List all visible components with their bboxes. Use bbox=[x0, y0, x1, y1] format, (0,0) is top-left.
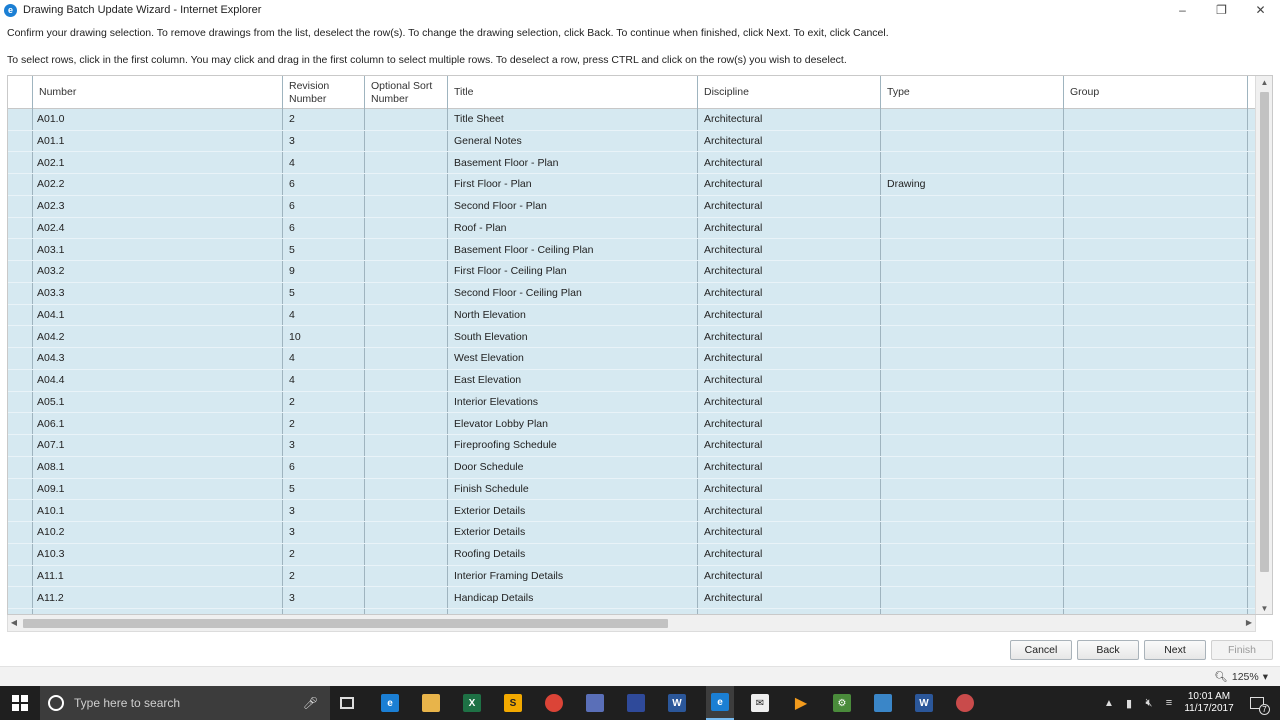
row-selector[interactable] bbox=[8, 305, 32, 327]
cell-sort bbox=[367, 153, 447, 175]
clock[interactable] bbox=[1180, 686, 1238, 720]
cell-type bbox=[883, 392, 1063, 414]
app-paint-icon[interactable] bbox=[953, 686, 977, 720]
cell-number: A04.3 bbox=[37, 352, 65, 365]
cell-number: A08.1 bbox=[37, 461, 65, 473]
horizontal-scroll-thumb[interactable] bbox=[23, 619, 668, 628]
start-button[interactable] bbox=[0, 686, 40, 720]
table-row[interactable] bbox=[8, 479, 1257, 501]
cell-sort bbox=[367, 196, 447, 218]
cell-group bbox=[1066, 327, 1247, 349]
table-row[interactable] bbox=[8, 544, 1257, 566]
cell-type bbox=[883, 479, 1063, 501]
cell-group bbox=[1066, 501, 1247, 523]
cell-revision: 5 bbox=[289, 287, 295, 299]
restore-icon[interactable]: ❐ bbox=[1216, 3, 1227, 17]
cell-title: Elevator Lobby Plan bbox=[454, 417, 548, 430]
app-s-icon[interactable]: S bbox=[501, 686, 525, 720]
chrome-icon[interactable] bbox=[542, 686, 566, 720]
cell-sort bbox=[367, 261, 447, 283]
cell-group bbox=[1066, 588, 1247, 610]
cell-type bbox=[883, 305, 1063, 327]
cell-group bbox=[1066, 566, 1247, 588]
cell-revision: 2 bbox=[289, 548, 295, 560]
cell-number: A09.1 bbox=[37, 482, 65, 495]
cell-discipline: Architectural bbox=[704, 265, 763, 278]
cancel-button[interactable]: Cancel bbox=[1010, 640, 1072, 660]
cell-revision: 2 bbox=[289, 113, 295, 125]
cell-number: A02.4 bbox=[37, 221, 65, 234]
cell-group bbox=[1066, 414, 1247, 436]
cell-sort bbox=[367, 348, 447, 370]
table-row[interactable] bbox=[8, 348, 1257, 370]
header-optional-sort-number[interactable]: Optional Sort Number bbox=[365, 76, 448, 109]
row-selector[interactable] bbox=[8, 566, 32, 588]
row-selector[interactable] bbox=[8, 218, 32, 240]
row-selector[interactable] bbox=[8, 327, 32, 349]
cell-sort bbox=[367, 305, 447, 327]
cell-revision: 2 bbox=[289, 569, 295, 582]
cell-type bbox=[883, 588, 1063, 610]
cell-title: Second Floor - Plan bbox=[454, 200, 547, 212]
cell-sort bbox=[367, 392, 447, 414]
cell-discipline: Architectural bbox=[704, 395, 763, 408]
cell-revision: 6 bbox=[289, 178, 295, 191]
table-row[interactable] bbox=[8, 414, 1257, 436]
file-explorer-icon[interactable] bbox=[419, 686, 443, 720]
table-row[interactable] bbox=[8, 566, 1257, 588]
cell-title: Exterior Details bbox=[454, 504, 526, 517]
cell-type bbox=[883, 348, 1063, 370]
cell-sort bbox=[367, 457, 447, 479]
cell-group bbox=[1066, 522, 1247, 544]
cell-revision: 6 bbox=[289, 461, 295, 473]
table-row[interactable] bbox=[8, 218, 1257, 240]
cell-number: A06.1 bbox=[37, 417, 65, 430]
cell-type bbox=[883, 370, 1063, 392]
cell-revision: 3 bbox=[289, 591, 295, 604]
row-selector[interactable] bbox=[8, 109, 32, 131]
clock-time: 10:01 AM bbox=[1187, 691, 1231, 702]
cell-type bbox=[883, 283, 1063, 305]
row-selector[interactable] bbox=[8, 544, 32, 566]
cell-title: Basement Floor - Ceiling Plan bbox=[454, 243, 594, 256]
table-row[interactable] bbox=[8, 305, 1257, 327]
cell-title: General Notes bbox=[454, 134, 522, 147]
cell-sort bbox=[367, 522, 447, 544]
horizontal-scrollbar[interactable] bbox=[7, 615, 1256, 632]
cell-group bbox=[1066, 305, 1247, 327]
clock-date: 11/17/2017 bbox=[1184, 703, 1234, 714]
cell-revision: 4 bbox=[289, 156, 295, 169]
row-selector[interactable] bbox=[8, 261, 32, 283]
cell-group bbox=[1066, 261, 1247, 283]
cell-number: A03.3 bbox=[37, 287, 65, 299]
instructions-line-2: To select rows, click in the first column. You may click and drag in the first column to select multiple rows. To deselect a row, press CTRL and click on the row(s) you wish to deselect. bbox=[7, 54, 847, 66]
close-icon[interactable]: ✕ bbox=[1255, 3, 1266, 17]
cell-number: A11.1 bbox=[37, 569, 64, 582]
cell-discipline: Architectural bbox=[704, 330, 763, 343]
cell-sort bbox=[367, 544, 447, 566]
cell-discipline: Architectural bbox=[704, 178, 763, 191]
table-row[interactable] bbox=[8, 457, 1257, 479]
media-player-icon[interactable]: ▶ bbox=[794, 695, 808, 712]
cell-discipline: Architectural bbox=[704, 569, 763, 582]
cell-title: West Elevation bbox=[454, 352, 524, 365]
cell-group bbox=[1066, 109, 1247, 131]
row-selector[interactable] bbox=[8, 522, 32, 544]
cell-sort bbox=[367, 218, 447, 240]
minimize-icon[interactable]: – bbox=[1179, 3, 1186, 17]
cell-discipline: Architectural bbox=[704, 308, 763, 321]
cell-discipline: Architectural bbox=[704, 113, 763, 125]
cell-discipline: Architectural bbox=[704, 200, 763, 212]
cell-revision: 10 bbox=[289, 330, 301, 343]
wifi-icon[interactable]: ≡ bbox=[1165, 697, 1173, 709]
cell-number: A03.1 bbox=[37, 243, 65, 256]
cell-title: Interior Elevations bbox=[454, 395, 539, 408]
cell-type bbox=[883, 414, 1063, 436]
row-selector[interactable] bbox=[8, 283, 32, 305]
scroll-left-icon[interactable]: ◀ bbox=[10, 618, 18, 627]
row-selector[interactable] bbox=[8, 174, 32, 196]
row-selector[interactable] bbox=[8, 370, 32, 392]
cell-title: South Elevation bbox=[454, 330, 528, 343]
cell-type bbox=[883, 240, 1063, 262]
cell-number: A10.3 bbox=[37, 548, 65, 560]
cell-number: A10.2 bbox=[37, 526, 65, 539]
cell-number: A10.1 bbox=[37, 504, 65, 517]
cell-group bbox=[1066, 174, 1247, 196]
cell-discipline: Architectural bbox=[704, 374, 763, 386]
cell-revision: 3 bbox=[289, 526, 295, 539]
row-selector[interactable] bbox=[8, 588, 32, 610]
table-row[interactable] bbox=[8, 522, 1257, 544]
windows-logo-icon bbox=[12, 695, 28, 711]
next-button[interactable]: Next bbox=[1144, 640, 1206, 660]
table-row[interactable] bbox=[8, 109, 1257, 131]
row-selector[interactable] bbox=[8, 479, 32, 501]
instructions-line-1: Confirm your drawing selection. To remove drawings from the list, deselect the row(s). To change the drawing selection, click Back. To continue when finished, click Next. To exit, click Cancel. bbox=[7, 27, 889, 39]
cell-sort bbox=[367, 414, 447, 436]
header-group[interactable]: Group bbox=[1064, 76, 1248, 109]
row-selector[interactable] bbox=[8, 457, 32, 479]
app-monitor-icon[interactable] bbox=[583, 686, 607, 720]
row-selector[interactable] bbox=[8, 131, 32, 153]
cortana-icon bbox=[48, 695, 64, 711]
zoom-control[interactable] bbox=[1215, 670, 1268, 683]
cell-number: A04.4 bbox=[37, 374, 65, 386]
search-placeholder: Type here to search bbox=[74, 696, 181, 710]
cell-revision: 3 bbox=[289, 439, 295, 452]
row-selector[interactable] bbox=[8, 196, 32, 218]
wizard-button-bar bbox=[0, 638, 1280, 666]
cell-revision: 5 bbox=[289, 482, 295, 495]
battery-icon[interactable]: ▮ bbox=[1125, 697, 1133, 710]
grid-body bbox=[8, 109, 1257, 615]
table-row[interactable] bbox=[8, 261, 1257, 283]
header-discipline[interactable]: Discipline bbox=[698, 76, 881, 109]
cell-title: Finish Schedule bbox=[454, 482, 529, 495]
cell-sort bbox=[367, 566, 447, 588]
internet-explorer-icon[interactable]: e bbox=[706, 686, 734, 720]
zoom-level: 125% bbox=[1231, 670, 1259, 683]
excel-icon[interactable]: X bbox=[460, 686, 484, 720]
cell-revision: 2 bbox=[289, 395, 295, 408]
finish-button: Finish bbox=[1211, 640, 1273, 660]
cell-number: A02.2 bbox=[37, 178, 65, 191]
header-title[interactable]: Title bbox=[448, 76, 698, 109]
cell-group bbox=[1066, 153, 1247, 175]
cell-title: East Elevation bbox=[454, 374, 522, 386]
scroll-down-icon[interactable]: ▼ bbox=[1260, 604, 1269, 613]
table-row[interactable] bbox=[8, 153, 1257, 175]
table-row[interactable] bbox=[8, 131, 1257, 153]
table-row[interactable] bbox=[8, 435, 1257, 457]
cell-type bbox=[883, 457, 1063, 479]
cell-revision: 4 bbox=[289, 308, 295, 321]
cell-type: Drawing bbox=[887, 178, 926, 191]
row-selector[interactable] bbox=[8, 392, 32, 414]
cell-title: Roof - Plan bbox=[454, 221, 507, 234]
row-selector[interactable] bbox=[8, 348, 32, 370]
cell-discipline: Architectural bbox=[704, 504, 763, 517]
cell-group bbox=[1066, 457, 1247, 479]
microphone-icon[interactable]: 🎤︎ bbox=[302, 696, 318, 710]
edge-icon[interactable]: e bbox=[378, 686, 402, 720]
volume-muted-icon[interactable]: 🔇︎ bbox=[1145, 696, 1153, 709]
cell-title: Basement Floor - Plan bbox=[454, 156, 559, 169]
cell-revision: 2 bbox=[289, 417, 295, 430]
cell-title: Exterior Details bbox=[454, 526, 526, 539]
cell-type bbox=[883, 153, 1063, 175]
window-titlebar bbox=[0, 0, 1280, 20]
cell-discipline: Architectural bbox=[704, 439, 763, 452]
cell-number: A02.1 bbox=[37, 156, 65, 169]
cell-type bbox=[883, 435, 1063, 457]
task-view-icon[interactable] bbox=[336, 686, 358, 720]
cell-sort bbox=[367, 501, 447, 523]
grid-header bbox=[8, 76, 1257, 109]
cell-sort bbox=[367, 435, 447, 457]
cell-revision: 4 bbox=[289, 352, 295, 365]
scroll-up-icon[interactable]: ▲ bbox=[1260, 78, 1269, 87]
cell-revision: 5 bbox=[289, 243, 295, 256]
table-row[interactable] bbox=[8, 588, 1257, 610]
cell-sort bbox=[367, 240, 447, 262]
cell-sort bbox=[367, 174, 447, 196]
header-selector-column[interactable] bbox=[8, 76, 33, 109]
cell-number: A05.1 bbox=[37, 395, 65, 408]
cell-revision: 3 bbox=[289, 504, 295, 517]
notification-badge: 7 bbox=[1259, 704, 1270, 715]
ie-icon: e bbox=[4, 4, 17, 17]
cell-number: A11.2 bbox=[37, 591, 64, 604]
cell-type bbox=[883, 261, 1063, 283]
window-title: Drawing Batch Update Wizard - Internet Explorer bbox=[23, 4, 262, 16]
cell-group bbox=[1066, 435, 1247, 457]
cell-group bbox=[1066, 348, 1247, 370]
cell-type bbox=[883, 566, 1063, 588]
cell-type bbox=[883, 501, 1063, 523]
cell-revision: 4 bbox=[289, 374, 295, 386]
row-selector[interactable] bbox=[8, 414, 32, 436]
cell-discipline: Architectural bbox=[704, 134, 763, 147]
row-selector[interactable] bbox=[8, 153, 32, 175]
windows-taskbar bbox=[0, 686, 1280, 720]
mail-icon[interactable]: ✉ bbox=[748, 686, 772, 720]
cell-discipline: Architectural bbox=[704, 352, 763, 365]
chevron-up-icon[interactable]: ▲ bbox=[1104, 697, 1114, 709]
cell-revision: 6 bbox=[289, 221, 295, 234]
table-row[interactable] bbox=[8, 370, 1257, 392]
cell-sort bbox=[367, 131, 447, 153]
window-controls bbox=[1163, 0, 1280, 20]
cell-group bbox=[1066, 283, 1247, 305]
word-icon[interactable]: W bbox=[665, 686, 689, 720]
cell-title: Interior Framing Details bbox=[454, 569, 564, 582]
table-row[interactable] bbox=[8, 174, 1257, 196]
header-number[interactable]: Number bbox=[33, 76, 283, 109]
cell-group bbox=[1066, 196, 1247, 218]
app-gear-icon[interactable]: ⚙ bbox=[830, 686, 854, 720]
cell-number: A04.2 bbox=[37, 330, 65, 343]
table-row[interactable] bbox=[8, 501, 1257, 523]
table-row[interactable] bbox=[8, 283, 1257, 305]
cell-sort bbox=[367, 479, 447, 501]
cell-title: First Floor - Plan bbox=[454, 178, 532, 191]
app-display-icon[interactable] bbox=[624, 686, 648, 720]
cell-discipline: Architectural bbox=[704, 156, 763, 169]
cell-type bbox=[883, 218, 1063, 240]
cell-group bbox=[1066, 240, 1247, 262]
cell-type bbox=[883, 327, 1063, 349]
header-revision-number[interactable]: Revision Number bbox=[283, 76, 365, 109]
taskbar-search[interactable] bbox=[40, 686, 330, 720]
cell-discipline: Architectural bbox=[704, 482, 763, 495]
table-row[interactable] bbox=[8, 327, 1257, 349]
table-row[interactable] bbox=[8, 240, 1257, 262]
cell-title: Handicap Details bbox=[454, 591, 534, 604]
cell-number: A01.1 bbox=[37, 134, 65, 147]
cell-sort bbox=[367, 370, 447, 392]
cell-title: Title Sheet bbox=[454, 113, 504, 125]
cell-type bbox=[883, 544, 1063, 566]
cell-discipline: Architectural bbox=[704, 591, 763, 604]
cell-discipline: Architectural bbox=[704, 548, 763, 560]
cell-group bbox=[1066, 544, 1247, 566]
cell-discipline: Architectural bbox=[704, 526, 763, 539]
cell-discipline: Architectural bbox=[704, 461, 763, 473]
cell-discipline: Architectural bbox=[704, 221, 763, 234]
cell-revision: 9 bbox=[289, 265, 295, 278]
cell-title: First Floor - Ceiling Plan bbox=[454, 265, 567, 278]
cell-group bbox=[1066, 479, 1247, 501]
action-center-icon[interactable] bbox=[1243, 686, 1271, 720]
table-row[interactable] bbox=[8, 196, 1257, 218]
cell-number: A07.1 bbox=[37, 439, 65, 452]
scroll-right-icon[interactable]: ▶ bbox=[1245, 618, 1253, 627]
cell-number: A04.1 bbox=[37, 308, 65, 321]
back-button[interactable]: Back bbox=[1077, 640, 1139, 660]
cell-type bbox=[883, 522, 1063, 544]
vertical-scrollbar[interactable] bbox=[1255, 76, 1272, 615]
header-type[interactable]: Type bbox=[881, 76, 1064, 109]
cell-number: A01.0 bbox=[37, 113, 65, 125]
cell-title: Second Floor - Ceiling Plan bbox=[454, 287, 582, 299]
cell-discipline: Architectural bbox=[704, 243, 763, 256]
cell-discipline: Architectural bbox=[704, 287, 763, 299]
cell-group bbox=[1066, 131, 1247, 153]
cell-discipline: Architectural bbox=[704, 417, 763, 430]
table-row[interactable] bbox=[8, 392, 1257, 414]
cell-type bbox=[883, 196, 1063, 218]
cell-type bbox=[883, 131, 1063, 153]
cell-title: Roofing Details bbox=[454, 548, 526, 560]
cell-group bbox=[1066, 392, 1247, 414]
row-selector[interactable] bbox=[8, 240, 32, 262]
row-selector[interactable] bbox=[8, 501, 32, 523]
cell-sort bbox=[367, 109, 447, 131]
cell-group bbox=[1066, 218, 1247, 240]
cell-type bbox=[883, 109, 1063, 131]
cell-sort bbox=[367, 327, 447, 349]
cell-group bbox=[1066, 370, 1247, 392]
cell-revision: 6 bbox=[289, 200, 295, 212]
app-snip-icon[interactable] bbox=[871, 686, 895, 720]
zoom-icon: 🔍︎ bbox=[1214, 671, 1228, 683]
cell-number: A02.3 bbox=[37, 200, 65, 212]
row-selector[interactable] bbox=[8, 435, 32, 457]
word-icon[interactable]: W bbox=[912, 686, 936, 720]
cell-title: Fireproofing Schedule bbox=[454, 439, 557, 452]
cell-revision: 3 bbox=[289, 134, 295, 147]
cell-title: North Elevation bbox=[454, 308, 526, 321]
cell-number: A03.2 bbox=[37, 265, 65, 278]
vertical-scroll-thumb[interactable] bbox=[1260, 92, 1269, 572]
chevron-down-icon: ▾ bbox=[1262, 670, 1268, 683]
cell-sort bbox=[367, 588, 447, 610]
status-bar bbox=[0, 666, 1280, 686]
drawing-grid bbox=[7, 75, 1273, 615]
cell-title: Door Schedule bbox=[454, 461, 524, 473]
cell-sort bbox=[367, 283, 447, 305]
